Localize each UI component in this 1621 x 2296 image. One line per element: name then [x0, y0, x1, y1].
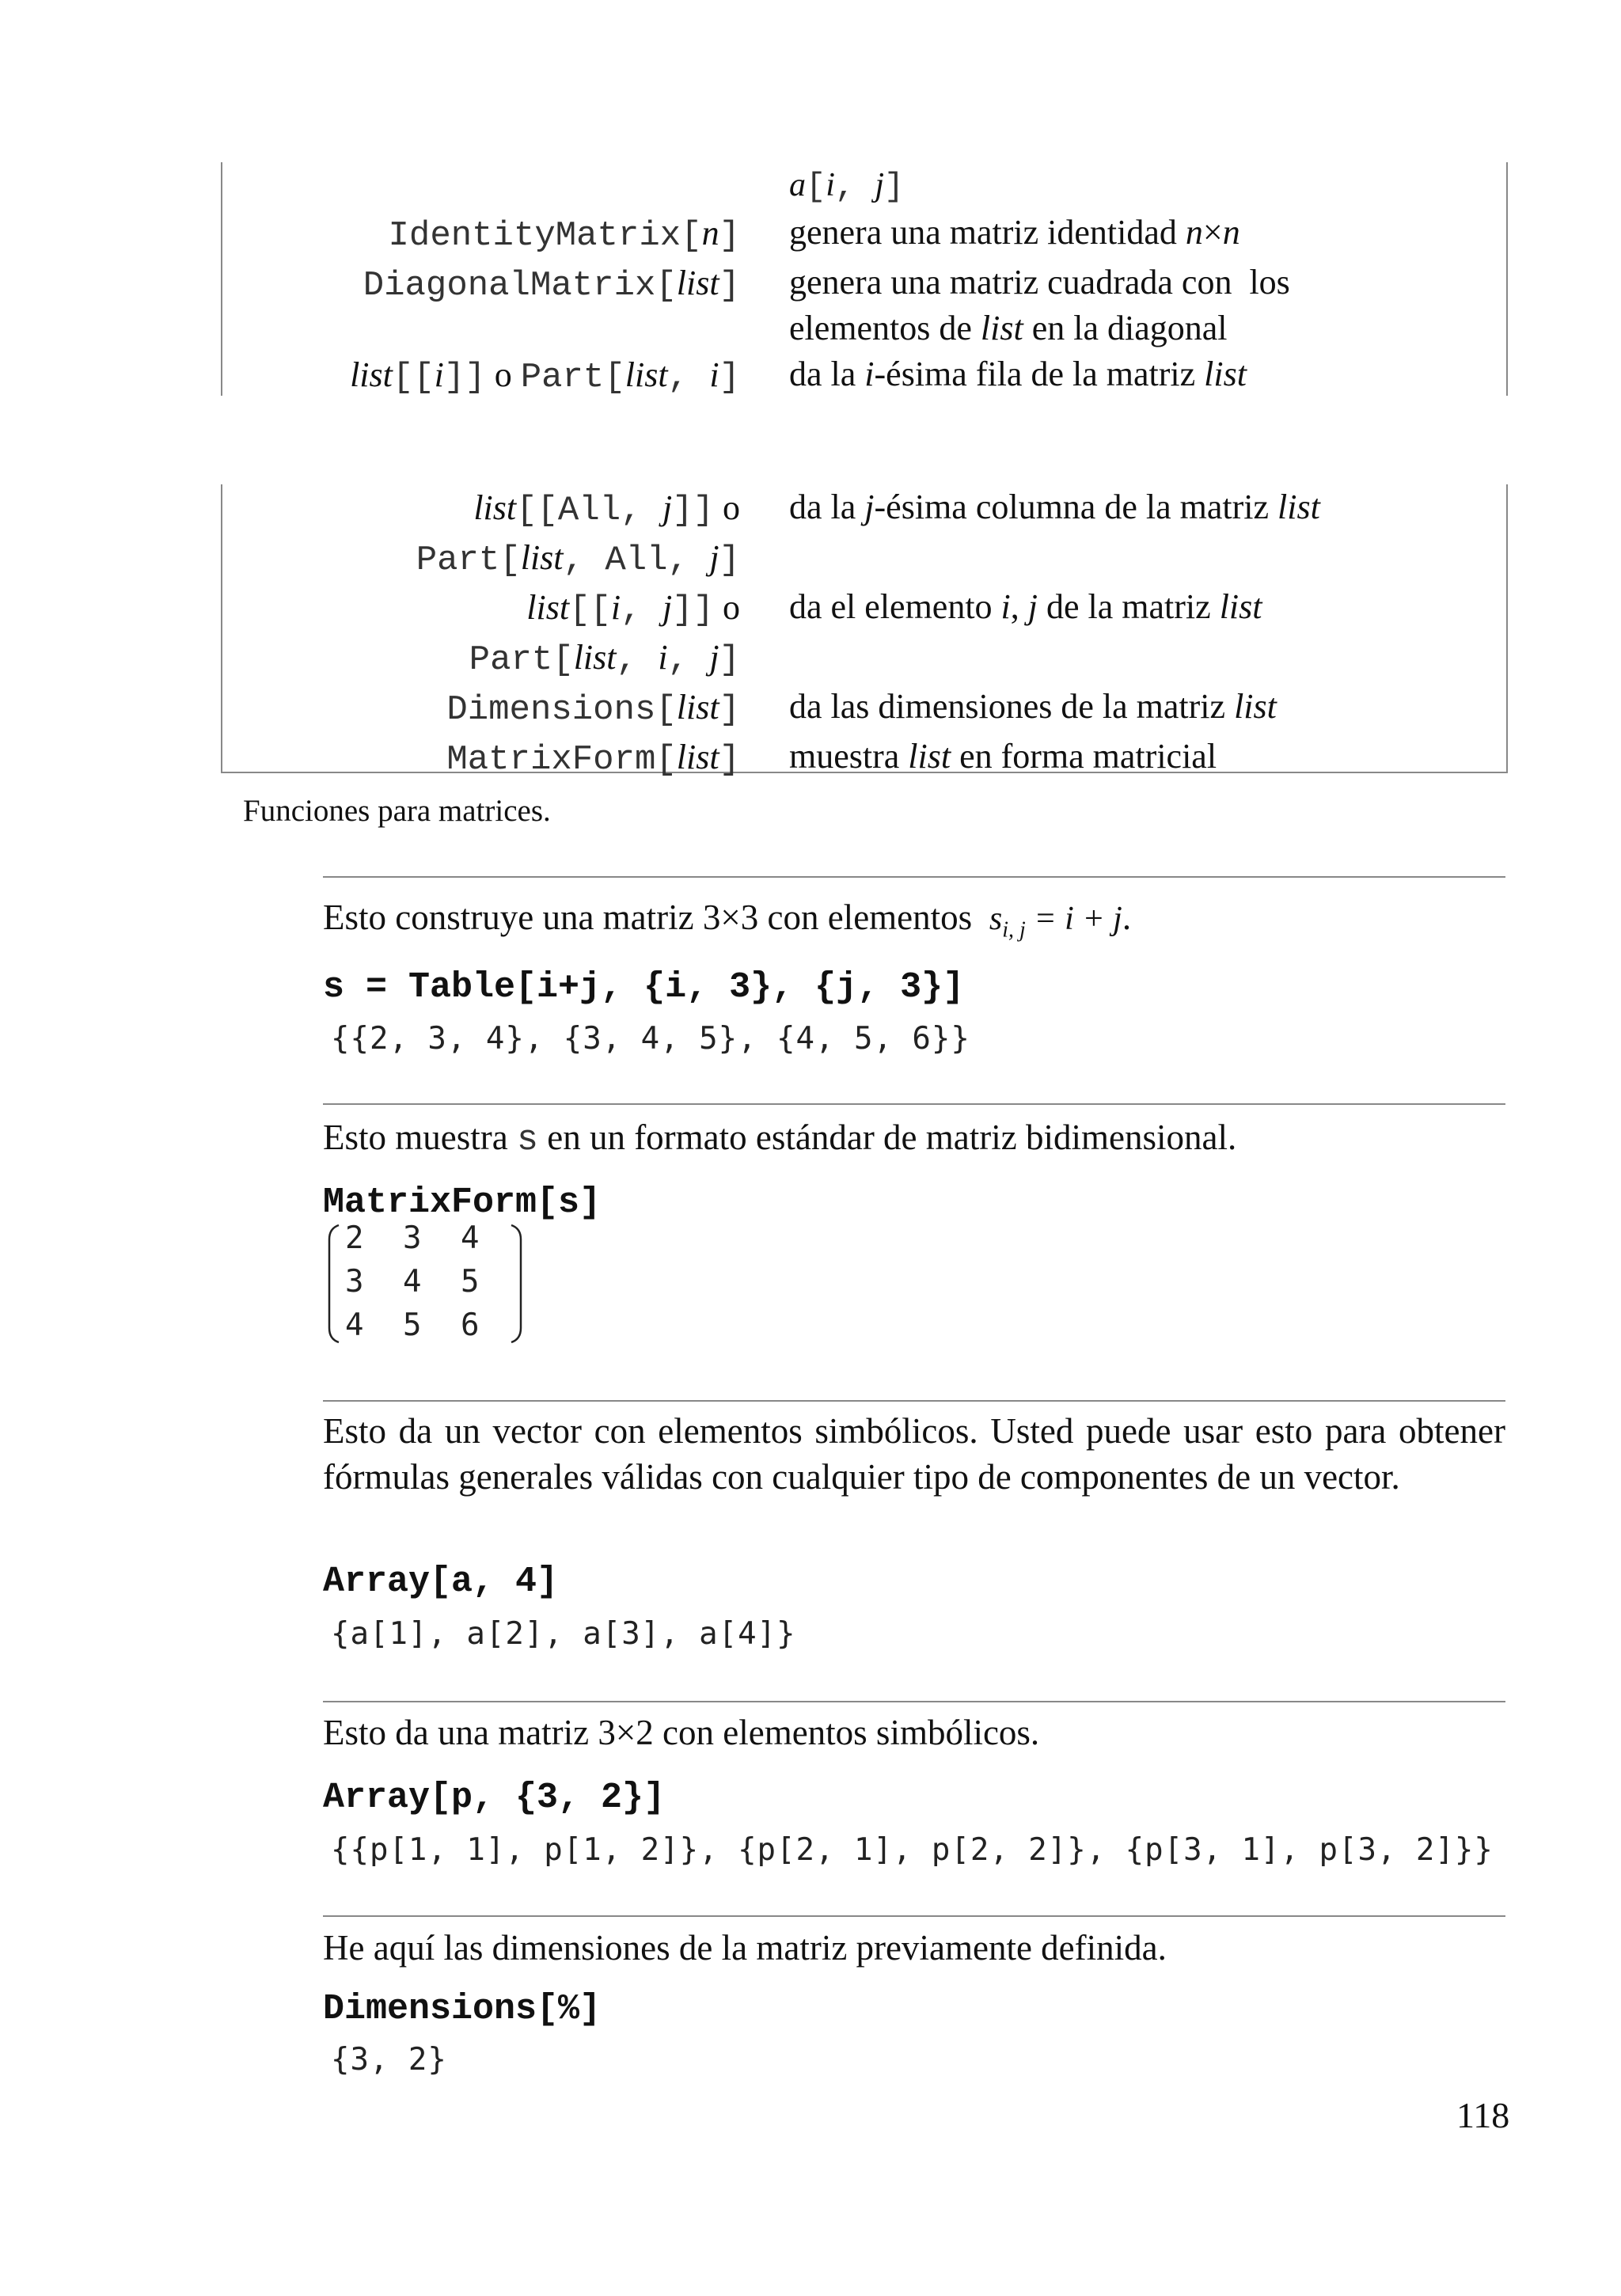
code-input[interactable]: s = Table[i+j, {i, 3}, {j, 3}]: [323, 967, 965, 1008]
function-syntax: DiagonalMatrix[list]: [363, 264, 740, 306]
matrix-cell: 5: [403, 1307, 422, 1343]
function-table-1: [221, 162, 1508, 396]
matrix-cell: 5: [461, 1264, 480, 1300]
code-input[interactable]: MatrixForm[s]: [323, 1182, 602, 1223]
code-input[interactable]: Array[a, 4]: [323, 1562, 559, 1602]
matrix-output: [326, 1220, 524, 1347]
table-row: [222, 584, 1506, 684]
function-description: muestra list en forma matricial: [789, 737, 1217, 776]
function-description: da el elemento i, j de la matriz list: [789, 587, 1262, 626]
formula: $s_{i, j} = i + j$: [981, 901, 1122, 943]
section-divider: [323, 1400, 1505, 1402]
table-row: [222, 260, 1506, 351]
section-divider: [323, 1915, 1505, 1917]
table-row: [222, 484, 1506, 584]
function-description: a[i, j]: [789, 167, 905, 206]
example-description: Esto da una matriz 3×2 con elementos simbólicos.: [323, 1713, 1040, 1752]
function-description: genera una matriz cuadrada con los elementos de list en la diagonal: [789, 263, 1290, 347]
function-description: da las dimensiones de la matriz list: [789, 687, 1277, 726]
example-description: Esto construye una matriz 3×3 con elementos $s_{i, j} = i + j$.: [323, 898, 1132, 943]
matrix-cell: 3: [403, 1220, 422, 1256]
section-divider: [323, 1701, 1505, 1702]
function-description: da la j-ésima columna de la matriz list: [789, 488, 1320, 526]
matrix-cell: 4: [403, 1264, 422, 1300]
table-row: [222, 351, 1506, 401]
code-input[interactable]: Array[p, {3, 2}]: [323, 1778, 666, 1818]
table-row: [222, 210, 1506, 260]
table-caption: Funciones para matrices.: [243, 794, 551, 828]
function-syntax: list[[i]] o Part[list, i]: [350, 355, 740, 397]
code-input[interactable]: Dimensions[%]: [323, 1989, 602, 2029]
function-description: da la i-ésima fila de la matriz list: [789, 355, 1247, 393]
section-divider: [323, 876, 1505, 878]
matrix-cell: 3: [345, 1264, 364, 1300]
code-output: {{p[1, 1], p[1, 2]}, {p[2, 1], p[2, 2]}, {p[3, 1], p[3, 2]}}: [331, 1832, 1494, 1868]
section-divider: [323, 1103, 1505, 1105]
code-output: {a[1], a[2], a[3], a[4]}: [331, 1616, 796, 1652]
code-output: {{2, 3, 4}, {3, 4, 5}, {4, 5, 6}}: [331, 1021, 970, 1057]
function-description: genera una matriz identidad n×n: [789, 213, 1240, 252]
matrix-cell: 6: [461, 1307, 480, 1343]
function-syntax: list[[i, j]] o Part[list, i, j]: [469, 588, 740, 680]
table-row: [222, 734, 1506, 784]
function-syntax: IdentityMatrix[n]: [388, 214, 740, 256]
matrix-cell: 2: [345, 1220, 364, 1256]
example-description: Esto da un vector con elementos simbólicos. Usted puede usar esto para obtener fórmulas generales válidas con cualquier tipo de componentes de un vector.: [323, 1411, 1505, 1497]
function-syntax: list[[All, j]] o Part[list, All, j]: [416, 488, 740, 580]
table-row: [222, 684, 1506, 734]
table-row: [222, 162, 1506, 210]
example-description: Esto muestra s en un formato estándar de matriz bidimensional.: [323, 1118, 1237, 1160]
code-output: {3, 2}: [331, 2042, 447, 2078]
example-description: He aquí las dimensiones de la matriz previamente definida.: [323, 1928, 1167, 1968]
function-table-2: [221, 484, 1508, 780]
function-syntax: Dimensions[list]: [446, 688, 740, 730]
matrix-cell: 4: [345, 1307, 364, 1343]
matrix-cell: 4: [461, 1220, 480, 1256]
page-number: 118: [1456, 2095, 1510, 2135]
function-syntax: MatrixForm[list]: [446, 738, 740, 780]
